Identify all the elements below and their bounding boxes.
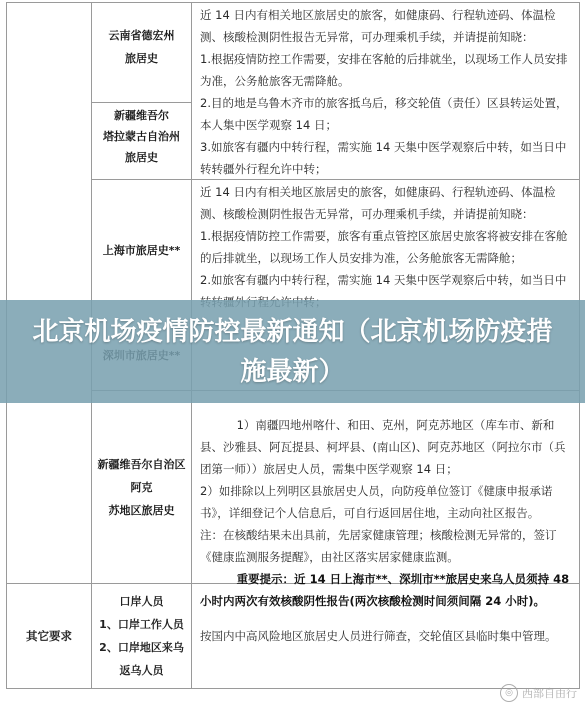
port-line: 1、口岸工作人员 [99, 618, 184, 631]
policy-text: 近 14 日内有相关地区旅居史的旅客，如健康码、行程轨迹码、体温检测、核酸检测阴性报告无异常，可办理乘机手续，并请提前知晓： 1.根据疫情防控工作需要，旅客有重点管控区旅居史旅客将被安排在客舱的后排就坐，以现场工作人员安排为准，公务舱旅客无需降舱； 2.如旅客有疆内中转行程，需实施 14 天集中医学观察后中转，如当日中 [200, 185, 568, 287]
port-line: 口岸人员 [119, 595, 164, 608]
port-line: 2、口岸地区来乌返乌人员 [99, 641, 184, 677]
important-notice: 重要提示：近 14 日上海市**、深圳市**旅居史来乌人员须持 48 小时内两次有效核酸阴性报告(两次核酸检测时间须间隔 24 小时)。 [200, 572, 574, 608]
region-cell-port [92, 584, 192, 689]
region-line: 塔拉蒙古自治州 [103, 129, 180, 143]
region-shanghai: 上海市旅居史** [102, 243, 181, 257]
table-row [7, 3, 580, 103]
region-line: 云南省德宏州 [108, 29, 175, 42]
policy-cell-aksu [192, 391, 580, 608]
category-cell-other [7, 584, 92, 689]
category-cell-blank [7, 3, 92, 584]
other-label: 其它要求 [26, 629, 72, 643]
aksu-policy-body: 区（阿拉尔市（兵团第一师））旅居史人员，需集中医学观察 14 日； 2）如排除以上列明区县旅居史人员，向防疫单位签订《健康申报承诺书》，详细登记个人信息后，可自行返回居住地，主动向社区报告。 注：在核酸结果未出具前，先居家健康管理；核酸检测无异常的，签订《健康监测服务提醒》，由社区落实居家健康监测。 [200, 440, 566, 564]
watermark-text: 西部自由行 [522, 687, 577, 700]
banner-title: 北京机场疫情防控最新通知（北京机场防疫措施最新） [32, 316, 553, 387]
policy-cell-yunnan-xinjiang [192, 3, 580, 180]
table-row [7, 391, 580, 584]
region-line: 苏地区旅居史 [108, 503, 175, 517]
region-line: 旅居史 [125, 52, 158, 65]
region-line: 新疆维吾尔 [114, 108, 169, 122]
region-line: 新疆维吾尔自治区阿克 [97, 457, 186, 494]
region-line: 旅居史 [125, 150, 158, 164]
aksu-policy-prefix: 1）南疆四地州喀什、和田、克州，阿克苏地区（库车市、新和县、沙雅县、阿瓦提县、柯坪县、(南山区)、阿克苏地 [200, 418, 555, 454]
region-cell-aksu [92, 391, 192, 584]
title-banner [0, 300, 585, 403]
watermark [500, 684, 577, 702]
weibo-like-logo-icon: ◎ [500, 684, 518, 702]
policy-text: 近 14 日内有相关地区旅居史的旅客，如健康码、行程轨迹码、体温检测、核酸检测阴性报告无异常，可办理乘机手续，并请提前知晓： 1.根据疫情防控工作需要，安排在客舱的后排就坐，以现场工作人员安排为准，公务舱旅客无需降舱。 2.目的地是乌鲁木齐市的旅客抵乌后，移交轮值（责任）区县转运处置，本人集中医学观察 14 日； 3.如旅客有疆内中转行程，需实施 14 天集中医学观察后中转，如当日中转转疆外行程允许中转； [200, 8, 568, 176]
region-cell-bortala [92, 103, 192, 180]
region-cell-yunnan [92, 3, 192, 103]
policy-text: 按国内中高风险地区旅居史人员进行筛查，交轮值区县临时集中管理。 [200, 629, 557, 643]
